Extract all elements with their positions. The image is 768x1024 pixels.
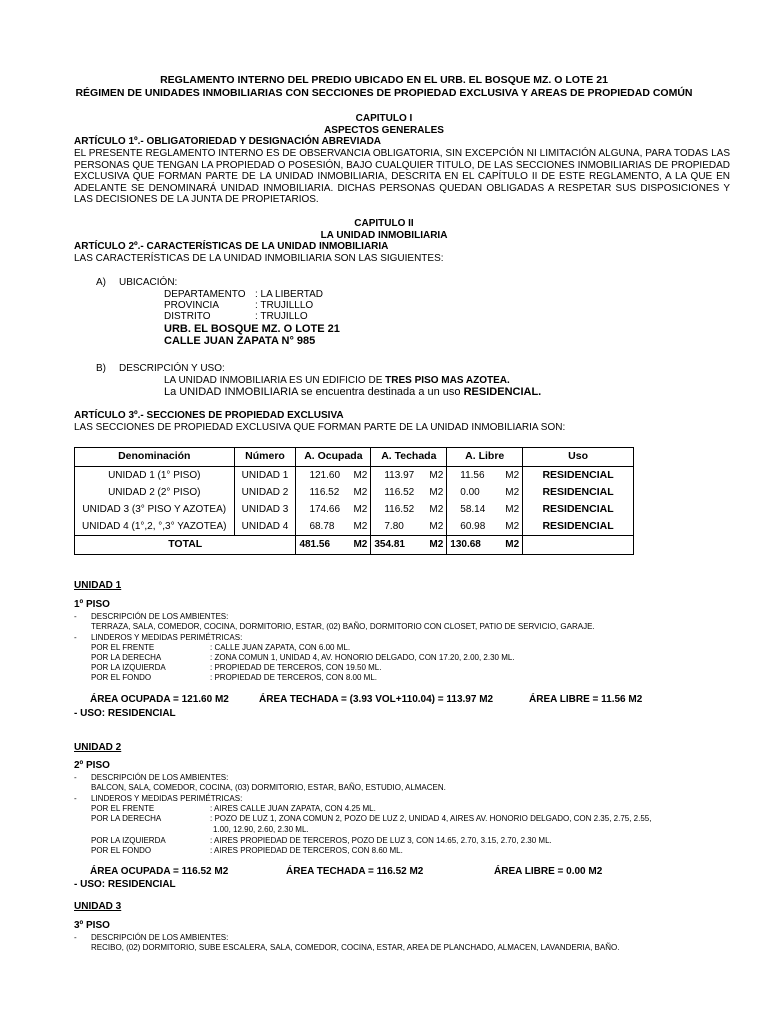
- unit: M2: [353, 520, 368, 532]
- lindero-value: : AIRES CALLE JUAN ZAPATA, CON 4.25 ML.: [210, 804, 376, 813]
- unit-2-heading: UNIDAD 2: [74, 742, 122, 753]
- article-1-heading: ARTÍCULO 1º.- OBLIGATORIEDAD Y DESIGNACIÓN ABREVIADA: [74, 136, 382, 147]
- cell-uso: RESIDENCIAL: [523, 484, 634, 501]
- lindero-value: : POZO DE LUZ 1, ZONA COMUN 2, POZO DE LUZ 2, UNIDAD 4, AIRES AV. HONORIO DELGADO, CON 2.35, 2.75, 2.55,: [210, 814, 652, 823]
- cell-techada: [371, 484, 447, 501]
- lindero-key: POR EL FONDO: [91, 846, 152, 855]
- cell-uso: RESIDENCIAL: [523, 518, 634, 536]
- value: 0.00: [460, 486, 480, 498]
- description-line-2: [164, 387, 541, 399]
- value: 354.81: [374, 539, 405, 551]
- description-emphasis: TRES PISO MAS AZOTEA.: [385, 375, 510, 386]
- unit-2-area-techada: ÁREA TECHADA = 116.52 M2: [286, 866, 424, 877]
- cell-ocupada: [296, 501, 371, 518]
- location-value: : LA LIBERTAD: [255, 289, 323, 300]
- lindero-value: : AIRES PROPIEDAD DE TERCEROS, POZO DE LUZ 3, CON 14.65, 2.70, 3.15, 2.70, 2.30 ML.: [210, 836, 552, 845]
- unit-3-heading: UNIDAD 3: [74, 901, 122, 912]
- cell-techada: [371, 467, 447, 485]
- chapter-2-title: CAPITULO II: [354, 218, 414, 229]
- description-emphasis: RESIDENCIAL.: [463, 386, 542, 398]
- unit: M2: [429, 486, 444, 498]
- article-3-heading: ARTÍCULO 3º.- SECCIONES DE PROPIEDAD EXCLUSIVA: [74, 410, 344, 421]
- section-b-title: DESCRIPCIÓN Y USO:: [119, 363, 225, 374]
- unit: M2: [505, 503, 520, 515]
- unit-2-floor: 2º PISO: [74, 760, 110, 771]
- unit-1-area-ocupada: ÁREA OCUPADA = 121.60 M2: [90, 694, 229, 705]
- value: 60.98: [460, 520, 486, 532]
- column-header: A. Techada: [371, 448, 447, 467]
- unit-1-ambientes: TERRAZA, SALA, COMEDOR, COCINA, DORMITORIO, ESTAR, (02) BAÑO, DORMITORIO CON CLOSET, PATIO DE SERVICIO, GARAJE.: [91, 622, 595, 631]
- unit-1-heading: UNIDAD 1: [74, 580, 122, 591]
- unit: M2: [353, 469, 368, 481]
- location-value: : TRUJILLLO: [255, 300, 314, 311]
- bullet-dash: -: [74, 612, 77, 621]
- cell-libre: [447, 467, 523, 485]
- article-2-heading: ARTÍCULO 2º.- CARACTERÍSTICAS DE LA UNIDAD INMOBILIARIA: [74, 241, 389, 252]
- lindero-key: POR LA IZQUIERDA: [91, 836, 166, 845]
- location-key: DEPARTAMENTO: [164, 289, 246, 300]
- section-a-label: A): [96, 277, 106, 288]
- cell-techada: [371, 501, 447, 518]
- cell-denominacion: UNIDAD 2 (2° PISO): [75, 484, 235, 501]
- unit: M2: [429, 503, 444, 515]
- section-a-title: UBICACIÓN:: [119, 277, 178, 288]
- value: 116.52: [309, 486, 340, 498]
- lindero-key: POR EL FRENTE: [91, 804, 155, 813]
- article-1-body: EL PRESENTE REGLAMENTO INTERNO ES DE OBSERVANCIA OBLIGATORIA, SIN EXCEPCIÓN NI LIMITACIÓN ALGUNA, PARA TODAS LAS PERSONAS QUE TENGAN LA PROPIEDAD O POSESIÓN, BAJO CUALQUIER TITULO, DE LAS SECCIONES INMOBILIARIAS DE PROPIEDAD EXCLUSIVA QUE FORMAN PARTE DE LA UNIDAD INMOBILIARIA, DESCRITA EN EL CAPÍTULO II DE ESTE REGLAMENTO, A LA QUE EN ADELANTE SE DENOMINARÁ UNIDAD INMOBILIARIA. DICHAS PERSONAS QUEDAN OBLIGADAS A RESPETAR SUS DISPOSICIONES Y LAS DECISIONES DE LA JUNTA DE PROPIETARIOS.: [74, 148, 730, 205]
- bullet-dash: -: [74, 773, 77, 782]
- cell-denominacion: UNIDAD 3 (3° PISO Y AZOTEA): [75, 501, 235, 518]
- unit: M2: [505, 520, 520, 532]
- lindero-value-continued: 1.00, 12.90, 2.60, 2.30 ML.: [213, 825, 309, 834]
- value: 116.52: [384, 486, 415, 498]
- cell-libre: [447, 501, 523, 518]
- unit: M2: [353, 539, 368, 551]
- lindero-value: : PROPIEDAD DE TERCEROS, CON 19.50 ML.: [210, 663, 382, 672]
- article-3-intro: LAS SECCIONES DE PROPIEDAD EXCLUSIVA QUE FORMAN PARTE DE LA UNIDAD INMOBILIARIA SON:: [74, 422, 566, 433]
- unit-3-floor: 3º PISO: [74, 920, 110, 931]
- lindero-key: POR LA DERECHA: [91, 653, 162, 662]
- cell-numero: UNIDAD 4: [234, 518, 296, 536]
- cell-total-libre: [447, 536, 523, 555]
- unit-2-ambientes: BALCON, SALA, COMEDOR, COCINA, (03) DORMITORIO, ESTAR, BAÑO, ESTUDIO, ALMACEN.: [91, 783, 446, 792]
- unit: M2: [353, 503, 368, 515]
- unit-1-floor: 1º PISO: [74, 599, 110, 610]
- table-row: [75, 501, 634, 518]
- article-2-intro: LAS CARACTERÍSTICAS DE LA UNIDAD INMOBILIARIA SON LAS SIGUIENTES:: [74, 253, 444, 264]
- value: 121.60: [309, 469, 341, 481]
- column-header: A. Libre: [447, 448, 523, 467]
- unit-1-linderos-title: LINDEROS Y MEDIDAS PERIMÉTRICAS:: [91, 633, 243, 642]
- description-line-1: [164, 375, 510, 387]
- value: 481.56: [299, 539, 331, 551]
- table-row: [75, 467, 634, 485]
- document-title: REGLAMENTO INTERNO DEL PREDIO UBICADO EN EL URB. EL BOSQUE MZ. O LOTE 21: [160, 74, 608, 86]
- value: 113.97: [384, 469, 415, 481]
- unit-3-ambientes: RECIBO, (02) DORMITORIO, SUBE ESCALERA, SALA, COMEDOR, COCINA, ESTAR, AREA DE PLANCHADO, ALMACEN, LAVANDERIA, BAÑO.: [91, 943, 620, 952]
- description-text: LA UNIDAD INMOBILIARIA ES UN EDIFICIO DE: [164, 375, 386, 386]
- location-key: PROVINCIA: [164, 300, 220, 311]
- cell-techada: [371, 518, 447, 536]
- unit: M2: [505, 539, 520, 551]
- cell-libre: [447, 518, 523, 536]
- value: 174.66: [309, 503, 341, 515]
- location-value: : TRUJILLO: [255, 311, 308, 322]
- value: 130.68: [450, 539, 481, 551]
- cell-ocupada: [296, 484, 371, 501]
- table-row: [75, 518, 634, 536]
- cell-total-ocupada: [296, 536, 371, 555]
- cell-numero: UNIDAD 1: [234, 467, 296, 485]
- lindero-value: : AIRES PROPIEDAD DE TERCEROS, CON 8.60 ML.: [210, 846, 403, 855]
- bullet-dash: -: [74, 633, 77, 642]
- lindero-value: : ZONA COMUN 1, UNIDAD 4, AV. HONORIO DELGADO, CON 17.20, 2.00, 2.30 ML.: [210, 653, 515, 662]
- unit-2-area-libre: ÁREA LIBRE = 0.00 M2: [494, 866, 603, 877]
- lindero-value: : CALLE JUAN ZAPATA, CON 6.00 ML.: [210, 643, 351, 652]
- unit-2-area-ocupada: ÁREA OCUPADA = 116.52 M2: [90, 866, 229, 877]
- value: 7.80: [384, 520, 404, 532]
- unit-1-uso: - USO: RESIDENCIAL: [74, 708, 176, 719]
- unit: M2: [505, 486, 520, 498]
- cell-denominacion: UNIDAD 1 (1° PISO): [75, 467, 235, 485]
- bullet-dash: -: [74, 794, 77, 803]
- unit: M2: [429, 469, 444, 481]
- unit-2-uso: - USO: RESIDENCIAL: [74, 879, 176, 890]
- chapter-1-subtitle: ASPECTOS GENERALES: [324, 125, 444, 136]
- unit-2-ambientes-title: DESCRIPCIÓN DE LOS AMBIENTES:: [91, 773, 229, 782]
- cell-ocupada: [296, 467, 371, 485]
- lindero-key: POR LA IZQUIERDA: [91, 663, 166, 672]
- unit-1-area-libre: ÁREA LIBRE = 11.56 M2: [529, 694, 643, 705]
- address-line-1: URB. EL BOSQUE MZ. O LOTE 21: [164, 323, 340, 335]
- lindero-value: : PROPIEDAD DE TERCEROS, CON 8.00 ML.: [210, 673, 378, 682]
- column-header: A. Ocupada: [296, 448, 371, 467]
- unit-1-ambientes-title: DESCRIPCIÓN DE LOS AMBIENTES:: [91, 612, 229, 621]
- table-total-row: [75, 536, 634, 555]
- units-table: [74, 447, 634, 555]
- lindero-key: POR EL FRENTE: [91, 643, 155, 652]
- chapter-1-title: CAPITULO I: [355, 113, 413, 124]
- unit-3-ambientes-title: DESCRIPCIÓN DE LOS AMBIENTES:: [91, 933, 229, 942]
- description-text: La UNIDAD INMOBILIARIA se encuentra destinada a un uso: [164, 386, 464, 398]
- bullet-dash: -: [74, 933, 77, 942]
- cell-total-techada: [371, 536, 447, 555]
- unit: M2: [429, 539, 444, 551]
- column-header: Uso: [523, 448, 634, 467]
- document-subtitle: RÉGIMEN DE UNIDADES INMOBILIARIAS CON SECCIONES DE PROPIEDAD EXCLUSIVA Y AREAS DE PROPIEDAD COMÚN: [75, 87, 693, 99]
- column-header: Denominación: [75, 448, 235, 467]
- unit-1-area-techada: ÁREA TECHADA = (3.93 VOL+110.04) = 113.97 M2: [259, 694, 494, 705]
- unit-2-linderos-title: LINDEROS Y MEDIDAS PERIMÉTRICAS:: [91, 794, 243, 803]
- chapter-2-subtitle: LA UNIDAD INMOBILIARIA: [320, 230, 448, 241]
- table-row: [75, 484, 634, 501]
- lindero-key: POR LA DERECHA: [91, 814, 162, 823]
- cell-uso: RESIDENCIAL: [523, 501, 634, 518]
- cell-numero: UNIDAD 2: [234, 484, 296, 501]
- cell-uso: RESIDENCIAL: [523, 467, 634, 485]
- cell-ocupada: [296, 518, 371, 536]
- cell-total-uso: [523, 536, 634, 555]
- lindero-key: POR EL FONDO: [91, 673, 152, 682]
- value: 116.52: [384, 503, 415, 515]
- unit: M2: [505, 469, 520, 481]
- column-header: Número: [234, 448, 296, 467]
- value: 68.78: [309, 520, 335, 532]
- address-line-2: CALLE JUAN ZAPATA N° 985: [164, 335, 316, 347]
- unit: M2: [353, 486, 368, 498]
- cell-total-label: TOTAL: [75, 536, 296, 555]
- cell-denominacion: UNIDAD 4 (1°,2, °,3° YAZOTEA): [75, 518, 235, 536]
- value: 11.56: [460, 469, 485, 481]
- cell-numero: UNIDAD 3: [234, 501, 296, 518]
- unit: M2: [429, 520, 444, 532]
- section-b-label: B): [96, 363, 106, 374]
- location-key: DISTRITO: [164, 311, 211, 322]
- value: 58.14: [460, 503, 486, 515]
- table-header-row: [75, 448, 634, 467]
- cell-libre: [447, 484, 523, 501]
